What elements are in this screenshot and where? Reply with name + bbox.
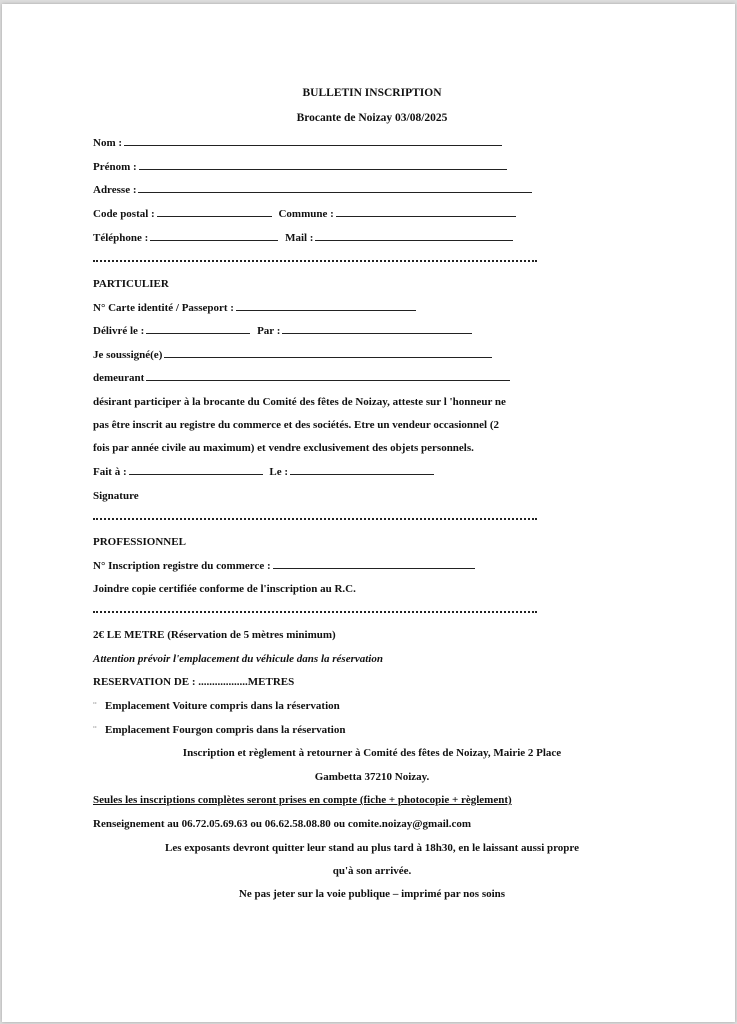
adresse-field[interactable]	[138, 181, 532, 193]
retour-line-2: Gambetta 37210 Noizay.	[314, 771, 430, 783]
reservation-text: RESERVATION DE : ..................METRES	[93, 676, 295, 688]
attention-text: Attention prévoir l'emplacement du véhicule dans la réservation	[93, 653, 383, 665]
option-fourgon[interactable]	[93, 719, 345, 742]
prenom-row	[93, 156, 507, 179]
delivre-row	[93, 320, 472, 343]
code-postal-label: Code postal :	[93, 208, 155, 220]
nom-field[interactable]	[124, 134, 502, 146]
prenom-field[interactable]	[139, 158, 507, 170]
fait-a-label: Fait à :	[93, 466, 127, 478]
registre-field[interactable]	[273, 557, 475, 569]
demeurant-label: demeurant	[93, 372, 145, 384]
par-field[interactable]	[282, 322, 472, 334]
delivre-field[interactable]	[146, 322, 250, 334]
mail-field[interactable]	[315, 229, 513, 241]
joindre-text: Joindre copie certifiée conforme de l'inscription au R.C.	[93, 583, 356, 595]
declaration-line-3: fois par année civile au maximum) et vendre exclusivement des objets personnels.	[93, 442, 474, 454]
commune-label: Commune :	[278, 208, 334, 220]
soussigne-row	[93, 344, 492, 367]
declaration-line-1: désirant participer à la brocante du Comité des fêtes de Noizay, atteste sur l 'honneur ne	[93, 396, 506, 408]
fait-row	[93, 461, 434, 484]
renseignement-text: Renseignement au 06.72.05.69.63 ou 06.62.58.08.80 ou comite.noizay@gmail.com	[93, 818, 472, 830]
nom-label: Nom :	[93, 137, 123, 149]
checkbox-icon: ¨	[93, 700, 97, 712]
form-subtitle: Brocante de Noizay 03/08/2025	[296, 112, 448, 124]
telephone-row	[93, 227, 513, 250]
soussigne-label: Je soussigné(e)	[93, 349, 163, 361]
separator-3	[93, 611, 537, 613]
le-field[interactable]	[290, 463, 434, 475]
carte-row	[93, 297, 416, 320]
telephone-field[interactable]	[150, 229, 278, 241]
soussigne-field[interactable]	[164, 346, 492, 358]
exposants-line-2: qu'à son arrivée.	[332, 865, 412, 877]
telephone-label: Téléphone :	[93, 232, 149, 244]
exposants-line-1: Les exposants devront quitter leur stand au plus tard à 18h30, en le laissant aussi propre	[165, 842, 579, 854]
separator-2	[93, 518, 537, 520]
le-label: Le :	[269, 466, 288, 478]
particulier-heading: PARTICULIER	[93, 278, 169, 290]
adresse-row	[93, 179, 532, 202]
price-text: 2€ LE METRE (Réservation de 5 mètres minimum)	[93, 629, 336, 641]
professionnel-heading: PROFESSIONNEL	[93, 536, 186, 548]
commune-field[interactable]	[336, 205, 516, 217]
adresse-label: Adresse :	[93, 184, 137, 196]
carte-field[interactable]	[236, 299, 416, 311]
par-label: Par :	[257, 325, 281, 337]
seules-text: Seules les inscriptions complètes seront prises en compte (fiche + photocopie + règlement)	[93, 794, 512, 806]
retour-line-1: Inscription et règlement à retourner à Comité des fêtes de Noizay, Mairie 2 Place	[182, 747, 562, 759]
separator-1	[93, 260, 537, 262]
checkbox-icon: ¨	[93, 724, 97, 736]
delivre-label: Délivré le :	[93, 325, 145, 337]
declaration-line-2: pas être inscrit au registre du commerce et des sociétés. Etre un vendeur occasionnel (2	[93, 419, 500, 431]
code-postal-row	[93, 203, 516, 226]
option-fourgon-label: Emplacement Fourgon compris dans la réservation	[105, 724, 346, 736]
signature-label: Signature	[93, 490, 139, 502]
demeurant-row	[93, 367, 510, 390]
nom-row	[93, 132, 502, 155]
registre-label: N° Inscription registre du commerce :	[93, 560, 271, 572]
carte-label: N° Carte identité / Passeport :	[93, 302, 234, 314]
mail-label: Mail :	[285, 232, 314, 244]
option-voiture[interactable]	[93, 695, 340, 718]
form-title: BULLETIN INSCRIPTION	[302, 87, 442, 99]
demeurant-field[interactable]	[146, 369, 510, 381]
document-page	[2, 4, 735, 1022]
registre-row	[93, 555, 475, 578]
code-postal-field[interactable]	[157, 205, 272, 217]
option-voiture-label: Emplacement Voiture compris dans la réservation	[105, 700, 340, 712]
prenom-label: Prénom :	[93, 161, 137, 173]
fait-a-field[interactable]	[129, 463, 263, 475]
imprime-text: Ne pas jeter sur la voie publique – imprimé par nos soins	[238, 888, 506, 900]
